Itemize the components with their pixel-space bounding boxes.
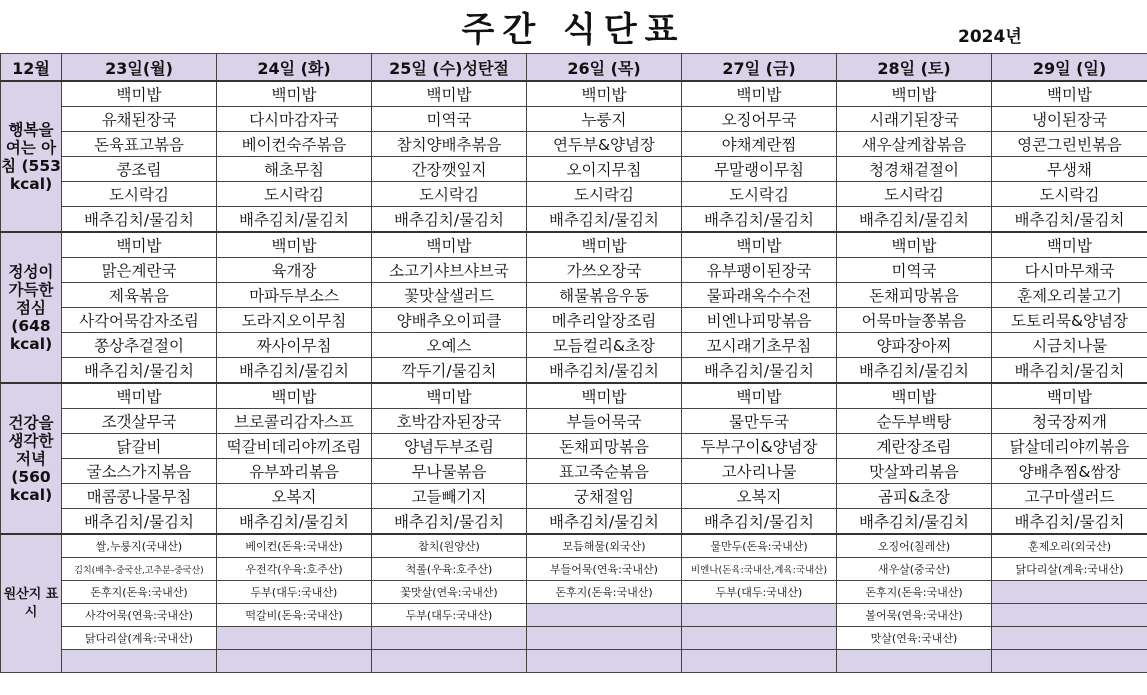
menu-cell: 무말랭이무침 — [682, 157, 837, 182]
menu-cell: 도시락김 — [682, 182, 837, 207]
menu-cell: 도시락김 — [217, 182, 372, 207]
menu-cell: 고들빼기지 — [372, 484, 527, 509]
menu-cell: 오예스 — [372, 333, 527, 358]
menu-row — [1, 132, 1147, 157]
menu-cell: 배추김치/물김치 — [62, 358, 217, 384]
menu-cell: 배추김치/물김치 — [837, 358, 992, 384]
origin-cell: 닭다리살(계육:국내산) — [62, 627, 217, 650]
menu-cell: 오이지무침 — [527, 157, 682, 182]
menu-cell: 도라지오이무침 — [217, 308, 372, 333]
menu-row — [1, 283, 1147, 308]
meal-label: 정성이 가득한 점심 (648 kcal) — [1, 232, 62, 383]
menu-cell: 백미밥 — [62, 232, 217, 258]
menu-cell: 백미밥 — [527, 232, 682, 258]
menu-cell: 어묵마늘쫑볶음 — [837, 308, 992, 333]
origin-cell: 우전각(우육:호주산) — [217, 558, 372, 581]
menu-cell: 배추김치/물김치 — [992, 207, 1147, 233]
menu-cell: 무생채 — [992, 157, 1147, 182]
menu-cell: 배추김치/물김치 — [527, 509, 682, 535]
menu-cell: 베이컨숙주볶음 — [217, 132, 372, 157]
menu-row — [1, 182, 1147, 207]
menu-cell: 육개장 — [217, 258, 372, 283]
menu-cell: 배추김치/물김치 — [837, 509, 992, 535]
origin-cell: 물만두(돈육:국내산) — [682, 534, 837, 558]
origin-cell: 사각어묵(연육:국내산) — [62, 604, 217, 627]
menu-row — [1, 509, 1147, 535]
menu-cell: 맛살꽈리볶음 — [837, 459, 992, 484]
menu-row — [1, 207, 1147, 233]
menu-cell: 배추김치/물김치 — [682, 207, 837, 233]
title-bar — [0, 0, 1147, 53]
menu-cell: 백미밥 — [527, 383, 682, 409]
origin-cell — [217, 627, 372, 650]
menu-row — [1, 459, 1147, 484]
menu-row — [1, 409, 1147, 434]
menu-cell: 도시락김 — [372, 182, 527, 207]
menu-cell: 모듬컬리&초장 — [527, 333, 682, 358]
origin-cell: 비엔나(돈육:국내산,계육:국내산) — [682, 558, 837, 581]
origin-row — [1, 534, 1147, 558]
menu-cell: 다시마감자국 — [217, 107, 372, 132]
menu-row — [1, 232, 1147, 258]
menu-cell: 해물볶음우동 — [527, 283, 682, 308]
menu-cell: 백미밥 — [62, 383, 217, 409]
menu-cell: 꼬시래기초무침 — [682, 333, 837, 358]
menu-cell: 백미밥 — [837, 81, 992, 107]
origin-cell: 오징어(칠레산) — [837, 534, 992, 558]
day-header: 26일 (목) — [527, 54, 682, 82]
menu-cell: 비엔나피망볶음 — [682, 308, 837, 333]
page-title: 주간 식단표 — [461, 10, 686, 50]
menu-cell: 양파장아찌 — [837, 333, 992, 358]
menu-cell: 유부팽이된장국 — [682, 258, 837, 283]
menu-cell: 해초무침 — [217, 157, 372, 182]
menu-cell: 양배추오이피클 — [372, 308, 527, 333]
origin-cell: 두부(대두:국내산) — [682, 581, 837, 604]
menu-cell: 짜사이무침 — [217, 333, 372, 358]
menu-cell: 매콤콩나물무침 — [62, 484, 217, 509]
menu-cell: 백미밥 — [992, 81, 1147, 107]
menu-cell: 무나물볶음 — [372, 459, 527, 484]
menu-cell: 배추김치/물김치 — [62, 509, 217, 535]
year-label: 2024년 — [958, 27, 1022, 47]
menu-cell: 두부구이&양념장 — [682, 434, 837, 459]
menu-cell: 가쓰오장국 — [527, 258, 682, 283]
menu-cell: 곰피&초장 — [837, 484, 992, 509]
menu-cell: 참치양배추볶음 — [372, 132, 527, 157]
origin-cell: 닭다리살(계육:국내산) — [992, 558, 1147, 581]
menu-cell: 백미밥 — [62, 81, 217, 107]
origin-cell — [372, 650, 527, 673]
origin-cell: 모듬해물(외국산) — [527, 534, 682, 558]
menu-cell: 간장깻잎지 — [372, 157, 527, 182]
menu-cell: 조갯살무국 — [62, 409, 217, 434]
origin-cell — [372, 627, 527, 650]
origin-cell: 두부(대두:국내산) — [217, 581, 372, 604]
menu-cell: 닭살데리야끼볶음 — [992, 434, 1147, 459]
menu-cell: 백미밥 — [372, 232, 527, 258]
origin-cell — [837, 650, 992, 673]
menu-cell: 배추김치/물김치 — [992, 509, 1147, 535]
menu-cell: 누룽지 — [527, 107, 682, 132]
menu-cell: 배추김치/물김치 — [682, 509, 837, 535]
origin-cell: 척롤(우육:호주산) — [372, 558, 527, 581]
menu-cell: 표고죽순볶음 — [527, 459, 682, 484]
origin-cell — [217, 650, 372, 673]
origin-cell: 김치(배추-중국산,고추분-중국산) — [62, 558, 217, 581]
menu-cell: 콩조림 — [62, 157, 217, 182]
origin-cell: 훈제오리(외국산) — [992, 534, 1147, 558]
origin-cell: 두부(대두:국내산) — [372, 604, 527, 627]
origin-cell: 떡갈비(돈육:국내산) — [217, 604, 372, 627]
menu-cell: 백미밥 — [527, 81, 682, 107]
menu-cell: 다시마무채국 — [992, 258, 1147, 283]
menu-cell: 배추김치/물김치 — [372, 509, 527, 535]
origin-cell — [992, 650, 1147, 673]
month-header: 12월 — [1, 54, 62, 82]
origin-cell — [682, 650, 837, 673]
menu-cell: 도시락김 — [527, 182, 682, 207]
menu-cell: 백미밥 — [992, 232, 1147, 258]
menu-cell: 백미밥 — [682, 232, 837, 258]
menu-cell: 떡갈비데리야끼조림 — [217, 434, 372, 459]
menu-cell: 닭갈비 — [62, 434, 217, 459]
menu-cell: 도시락김 — [992, 182, 1147, 207]
menu-cell: 시금치나물 — [992, 333, 1147, 358]
menu-row — [1, 383, 1147, 409]
menu-cell: 백미밥 — [682, 383, 837, 409]
origin-cell: 꽃맛살(연육:국내산) — [372, 581, 527, 604]
menu-cell: 꽃맛살샐러드 — [372, 283, 527, 308]
menu-cell: 배추김치/물김치 — [372, 207, 527, 233]
menu-cell: 배추김치/물김치 — [527, 358, 682, 384]
origin-cell: 맛살(연육:국내산) — [837, 627, 992, 650]
menu-cell: 미역국 — [837, 258, 992, 283]
menu-cell: 훈제오리불고기 — [992, 283, 1147, 308]
origin-label: 원산지 표시 — [1, 534, 62, 673]
menu-cell: 돈육표고볶음 — [62, 132, 217, 157]
origin-row — [1, 604, 1147, 627]
menu-row — [1, 358, 1147, 384]
menu-cell: 백미밥 — [992, 383, 1147, 409]
header-row — [1, 54, 1147, 82]
menu-cell: 백미밥 — [217, 383, 372, 409]
menu-row — [1, 333, 1147, 358]
menu-row — [1, 107, 1147, 132]
menu-cell: 메추리알장조림 — [527, 308, 682, 333]
menu-cell: 새우살케찹볶음 — [837, 132, 992, 157]
menu-cell: 배추김치/물김치 — [62, 207, 217, 233]
menu-cell: 양념두부조림 — [372, 434, 527, 459]
origin-cell: 볼어묵(연육:국내산) — [837, 604, 992, 627]
menu-cell: 마파두부소스 — [217, 283, 372, 308]
origin-cell: 부들어묵(연육:국내산) — [527, 558, 682, 581]
origin-cell — [682, 604, 837, 627]
origin-cell — [992, 604, 1147, 627]
menu-cell: 깍두기/물김치 — [372, 358, 527, 384]
menu-cell: 돈채피망볶음 — [527, 434, 682, 459]
origin-cell — [527, 604, 682, 627]
menu-cell: 소고기샤브샤브국 — [372, 258, 527, 283]
menu-cell: 오징어무국 — [682, 107, 837, 132]
menu-cell: 배추김치/물김치 — [837, 207, 992, 233]
menu-cell: 굴소스가지볶음 — [62, 459, 217, 484]
menu-cell: 고구마샐러드 — [992, 484, 1147, 509]
menu-cell: 연두부&양념장 — [527, 132, 682, 157]
menu-cell: 도토리묵&양념장 — [992, 308, 1147, 333]
origin-row — [1, 650, 1147, 673]
origin-cell — [992, 627, 1147, 650]
menu-cell: 백미밥 — [837, 232, 992, 258]
origin-row — [1, 627, 1147, 650]
menu-cell: 유부꽈리볶음 — [217, 459, 372, 484]
menu-cell: 백미밥 — [372, 81, 527, 107]
menu-cell: 궁채절임 — [527, 484, 682, 509]
menu-cell: 영콘그린빈볶음 — [992, 132, 1147, 157]
menu-cell: 도시락김 — [837, 182, 992, 207]
menu-cell: 사각어묵감자조림 — [62, 308, 217, 333]
menu-cell: 호박감자된장국 — [372, 409, 527, 434]
menu-cell: 백미밥 — [837, 383, 992, 409]
day-header: 27일 (금) — [682, 54, 837, 82]
menu-cell: 계란장조림 — [837, 434, 992, 459]
day-header: 29일 (일) — [992, 54, 1147, 82]
menu-cell: 청경채겉절이 — [837, 157, 992, 182]
menu-row — [1, 81, 1147, 107]
menu-cell: 브로콜리감자스프 — [217, 409, 372, 434]
menu-cell: 백미밥 — [372, 383, 527, 409]
menu-cell: 시래기된장국 — [837, 107, 992, 132]
menu-cell: 배추김치/물김치 — [217, 207, 372, 233]
menu-cell: 고사리나물 — [682, 459, 837, 484]
menu-cell: 오복지 — [217, 484, 372, 509]
menu-cell: 미역국 — [372, 107, 527, 132]
origin-cell: 쌀,누룽지(국내산) — [62, 534, 217, 558]
day-header: 28일 (토) — [837, 54, 992, 82]
origin-row — [1, 581, 1147, 604]
menu-cell: 냉이된장국 — [992, 107, 1147, 132]
menu-cell: 도시락김 — [62, 182, 217, 207]
day-header: 24일 (화) — [217, 54, 372, 82]
menu-cell: 배추김치/물김치 — [527, 207, 682, 233]
origin-cell: 돈후지(돈육:국내산) — [62, 581, 217, 604]
menu-cell: 배추김치/물김치 — [992, 358, 1147, 384]
menu-row — [1, 434, 1147, 459]
menu-cell: 배추김치/물김치 — [217, 509, 372, 535]
menu-cell: 야채계란찜 — [682, 132, 837, 157]
origin-cell — [682, 627, 837, 650]
menu-cell: 청국장찌개 — [992, 409, 1147, 434]
day-header: 23일(월) — [62, 54, 217, 82]
menu-table — [0, 53, 1147, 673]
origin-cell: 참치(원양산) — [372, 534, 527, 558]
menu-cell: 돈채피망볶음 — [837, 283, 992, 308]
menu-cell: 유채된장국 — [62, 107, 217, 132]
menu-cell: 순두부백탕 — [837, 409, 992, 434]
menu-row — [1, 258, 1147, 283]
menu-cell: 제육볶음 — [62, 283, 217, 308]
menu-cell: 백미밥 — [682, 81, 837, 107]
menu-cell: 물만두국 — [682, 409, 837, 434]
origin-cell — [992, 581, 1147, 604]
menu-cell: 백미밥 — [217, 81, 372, 107]
meal-label: 행복을 여는 아침 (553 kcal) — [1, 81, 62, 232]
origin-cell: 돈후지(돈육:국내산) — [837, 581, 992, 604]
menu-row — [1, 484, 1147, 509]
origin-cell — [527, 650, 682, 673]
menu-cell: 백미밥 — [217, 232, 372, 258]
origin-cell: 새우살(중국산) — [837, 558, 992, 581]
menu-cell: 쫑상추겉절이 — [62, 333, 217, 358]
day-header: 25일 (수)성탄절 — [372, 54, 527, 82]
menu-cell: 배추김치/물김치 — [682, 358, 837, 384]
menu-cell: 배추김치/물김치 — [217, 358, 372, 384]
origin-cell — [527, 627, 682, 650]
menu-cell: 물파래옥수수전 — [682, 283, 837, 308]
menu-cell: 오복지 — [682, 484, 837, 509]
meal-label: 건강을 생각한 저녁 (560 kcal) — [1, 383, 62, 534]
menu-cell: 부들어묵국 — [527, 409, 682, 434]
origin-cell: 베이컨(돈육:국내산) — [217, 534, 372, 558]
origin-cell — [62, 650, 217, 673]
menu-row — [1, 308, 1147, 333]
origin-cell: 돈후지(돈육:국내산) — [527, 581, 682, 604]
menu-row — [1, 157, 1147, 182]
menu-cell: 양배추찜&쌈장 — [992, 459, 1147, 484]
origin-row — [1, 558, 1147, 581]
menu-cell: 맑은계란국 — [62, 258, 217, 283]
